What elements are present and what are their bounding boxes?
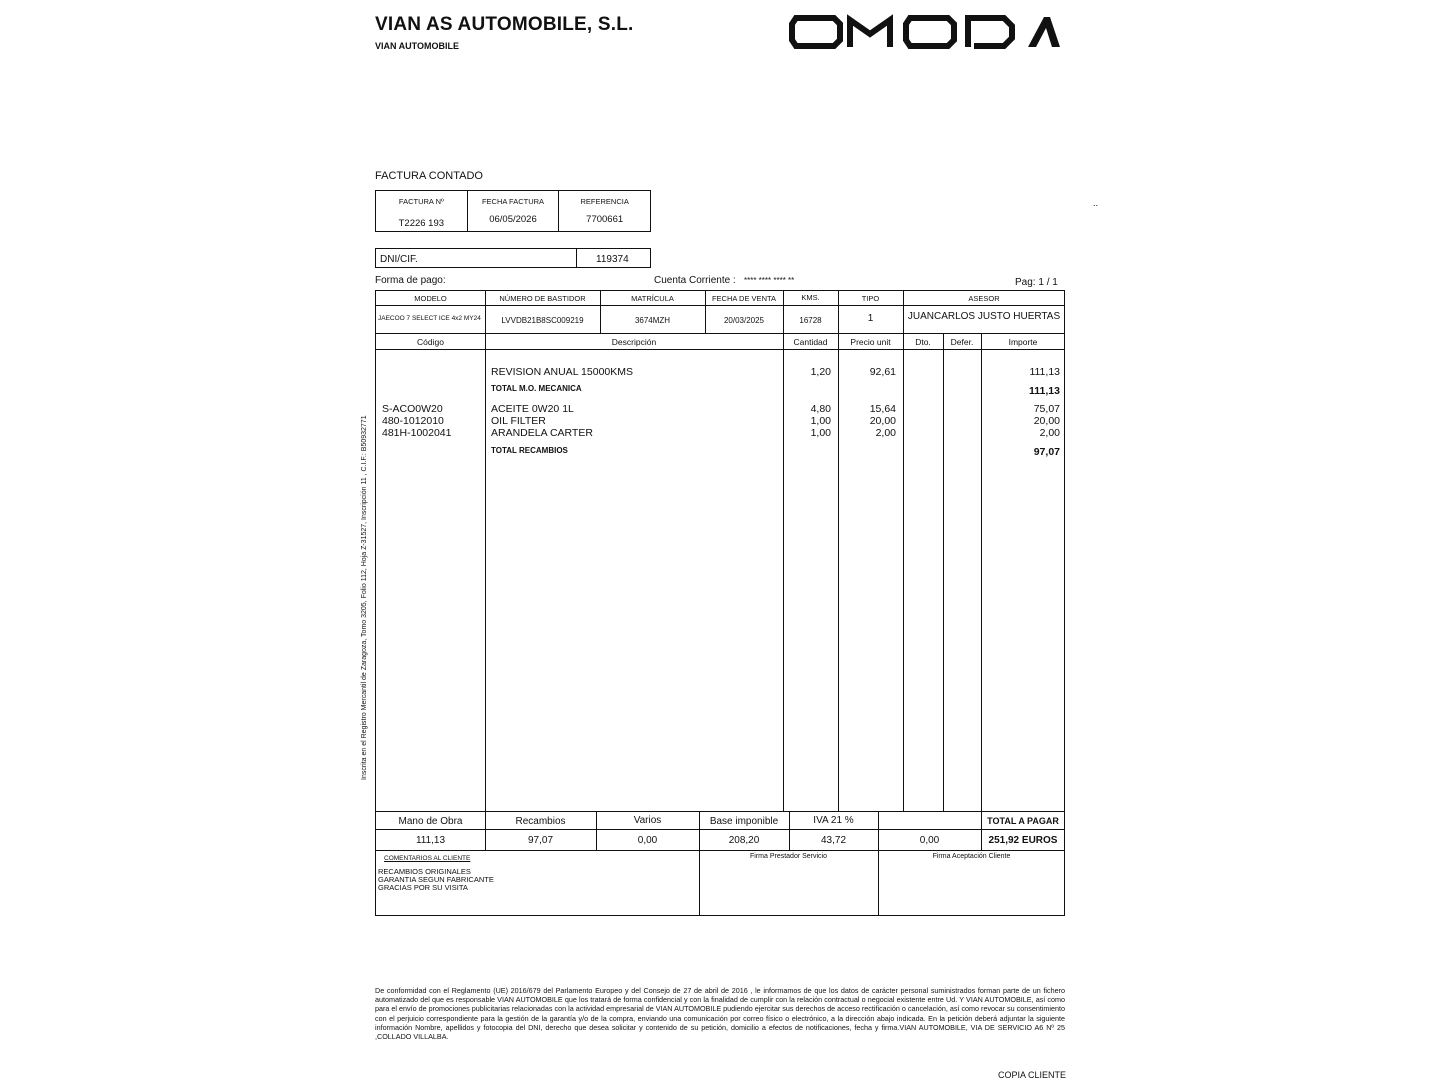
defer-header: Defer. [950, 337, 974, 347]
factura-cell [376, 191, 468, 232]
cuenta-value: **** **** **** ** [744, 276, 795, 285]
line-description: ARANDELA CARTER [491, 427, 593, 439]
line-precio: 15,64 [869, 403, 896, 415]
line-description: ACEITE 0W20 1L [491, 403, 574, 415]
total-recambios-value: 97,07 [1033, 446, 1060, 458]
page-number: Pag: 1 / 1 [1015, 277, 1058, 288]
comment-line: GRACIAS POR SU VISITA [378, 883, 468, 892]
dni-value: 119374 [596, 254, 629, 265]
line-codigo: 481H-1002041 [382, 427, 452, 439]
iva-value: 43,72 [820, 835, 847, 846]
modelo-header: MODELO [414, 294, 447, 303]
line-cantidad: 1,20 [810, 366, 831, 378]
cuenta-label: Cuenta Corriente : [654, 275, 736, 286]
legal-notice: De conformidad con el Reglamento (UE) 2016/679 del Parlamento Europeo y del Consejo de 27 de abril de 2016 , le informamos de que los datos de carácter personal suministrados forman parte de un fichero automatizado del que es responsable VIAN AUTOMOBILE que los tratará de forma confidencial y con la finalidad de cumplir con la relación contractual o negocial existente entre Ud. Y VIAN AUTOMOBILE, así como para el envío de promociones publicitarias relacionadas con la actividad empresarial de VIAN AUTOMOBILE pudiendo ejercitar sus derechos de acceso rectificación o cancelación, así como revocar su consentimiento con el perjuicio correspondiente para la gestión de la garantía y/o de la compra, enviando una comunicación por correo físico o electrónico, a la dirección abajo indicada. En la petición deberá adjuntar la siguiente información Nombre, apellidos y fotocopia del DNI, derecho que desea solicitar y contenido de su petición, domicilio a efectos de notificaciones, fecha y firma.VIAN AUTOMOBILE, VIA DE SERVICIO A6 Nº 25 ,COLLADO VILLALBA. [375, 986, 1065, 1042]
line-codigo: S-ACO0W20 [382, 403, 443, 415]
line-description: REVISION ANUAL 15000KMS [491, 366, 634, 378]
referencia-cell [559, 191, 651, 232]
varios-value: 0,00 [637, 835, 658, 846]
referencia-label: REFERENCIA [580, 197, 629, 206]
registry-side-text: Inscrita en el Registro Mercantil de Zaragoza, Tomo 3205, Folio 112, Hoja Z-31527, Inscripción 11 , C.I.F.: B50932771 [361, 415, 368, 780]
factura-number: T2226 193 [398, 218, 445, 229]
line-importe: 20,00 [1033, 415, 1060, 427]
fecha-venta-header: FECHA DE VENTA [711, 294, 777, 303]
kms-header: KMS. [801, 293, 820, 302]
forma-pago-label: Forma de pago: [375, 275, 446, 286]
matricula-value: 3674MZH [634, 316, 671, 325]
mano-obra-value: 111,13 [415, 835, 446, 846]
mano-obra-label: Mano de Obra [398, 816, 463, 827]
fecha-value: 06/05/2026 [489, 214, 537, 225]
fecha-venta-value: 20/03/2025 [723, 316, 765, 325]
dni-box [375, 248, 651, 268]
mark-dots: .. [1093, 198, 1099, 208]
codigo-header: Código [417, 337, 444, 347]
firma-cliente-label: Firma Aceptación Cliente [932, 853, 1011, 860]
line-precio: 2,00 [875, 427, 896, 439]
line-importe: 75,07 [1033, 403, 1060, 415]
omoda-logo [788, 14, 1062, 50]
copy-label: COPIA CLIENTE [998, 1070, 1067, 1080]
fecha-cell [467, 191, 559, 232]
bastidor-value: LVVDB21B8SC009219 [501, 316, 584, 325]
firma-prestador-label: Firma Prestador Servicio [749, 853, 828, 860]
tipo-value: 1 [867, 313, 874, 324]
line-importe: 2,00 [1039, 427, 1060, 439]
base-imponible-value: 208,20 [728, 835, 760, 846]
comment-line: RECAMBIOS ORIGINALES [378, 867, 471, 876]
importe-header: Importe [1008, 337, 1038, 347]
comentarios-label: COMENTARIOS AL CLIENTE [384, 855, 471, 862]
dto-header: Dto. [915, 337, 931, 347]
company-name: VIAN AS AUTOMOBILE, S.L. [375, 14, 634, 35]
company-subname: VIAN AUTOMOBILE [375, 41, 460, 51]
fecha-label: FECHA FACTURA [481, 197, 545, 206]
recambios-label: Recambios [515, 816, 566, 827]
precio-header: Precio unit [850, 337, 891, 347]
line-cantidad: 4,80 [810, 403, 831, 415]
iva-label: IVA 21 % [813, 815, 854, 826]
line-codigo: 480-1012010 [382, 415, 444, 427]
total-mo-value: 111,13 [1029, 385, 1060, 397]
cantidad-header: Cantidad [793, 337, 828, 347]
matricula-header: MATRÍCULA [631, 294, 674, 303]
recambios-value: 97,07 [527, 835, 554, 846]
extra-value: 0,00 [919, 835, 940, 846]
total-recambios-label: TOTAL RECAMBIOS [491, 446, 568, 455]
line-cantidad: 1,00 [810, 415, 831, 427]
line-precio: 20,00 [869, 415, 896, 427]
asesor-value: JUANCARLOS JUSTO HUERTAS [907, 311, 1061, 322]
varios-label: Varios [633, 815, 662, 826]
dni-label: DNI/CIF. [380, 254, 418, 265]
tipo-header: TIPO [861, 294, 880, 303]
factura-label: FACTURA Nº [398, 197, 444, 206]
invoice-frame [375, 290, 1065, 916]
total-pagar-value: 251,92 EUROS [988, 835, 1058, 846]
asesor-header: ASESOR [968, 294, 1000, 303]
document-type: FACTURA CONTADO [375, 170, 483, 182]
referencia-value: 7700661 [586, 214, 624, 225]
line-cantidad: 1,00 [810, 427, 831, 439]
invoice-header-box [375, 190, 651, 232]
line-precio: 92,61 [869, 366, 896, 378]
kms-value: 16728 [799, 316, 822, 325]
base-imponible-label: Base imponible [709, 816, 779, 827]
descripcion-header: Descripción [611, 337, 657, 347]
total-pagar-label: TOTAL A PAGAR [987, 816, 1059, 826]
line-importe: 111,13 [1029, 366, 1060, 378]
bastidor-header: NÚMERO DE BASTIDOR [499, 294, 586, 303]
total-mo-label: TOTAL M.O. MECANICA [491, 384, 582, 393]
line-description: OIL FILTER [491, 415, 546, 427]
comment-line: GARANTIA SEGUN FABRICANTE [378, 875, 494, 884]
modelo-value: JAECOO 7 SELECT ICE 4x2 MY24 [378, 315, 481, 322]
